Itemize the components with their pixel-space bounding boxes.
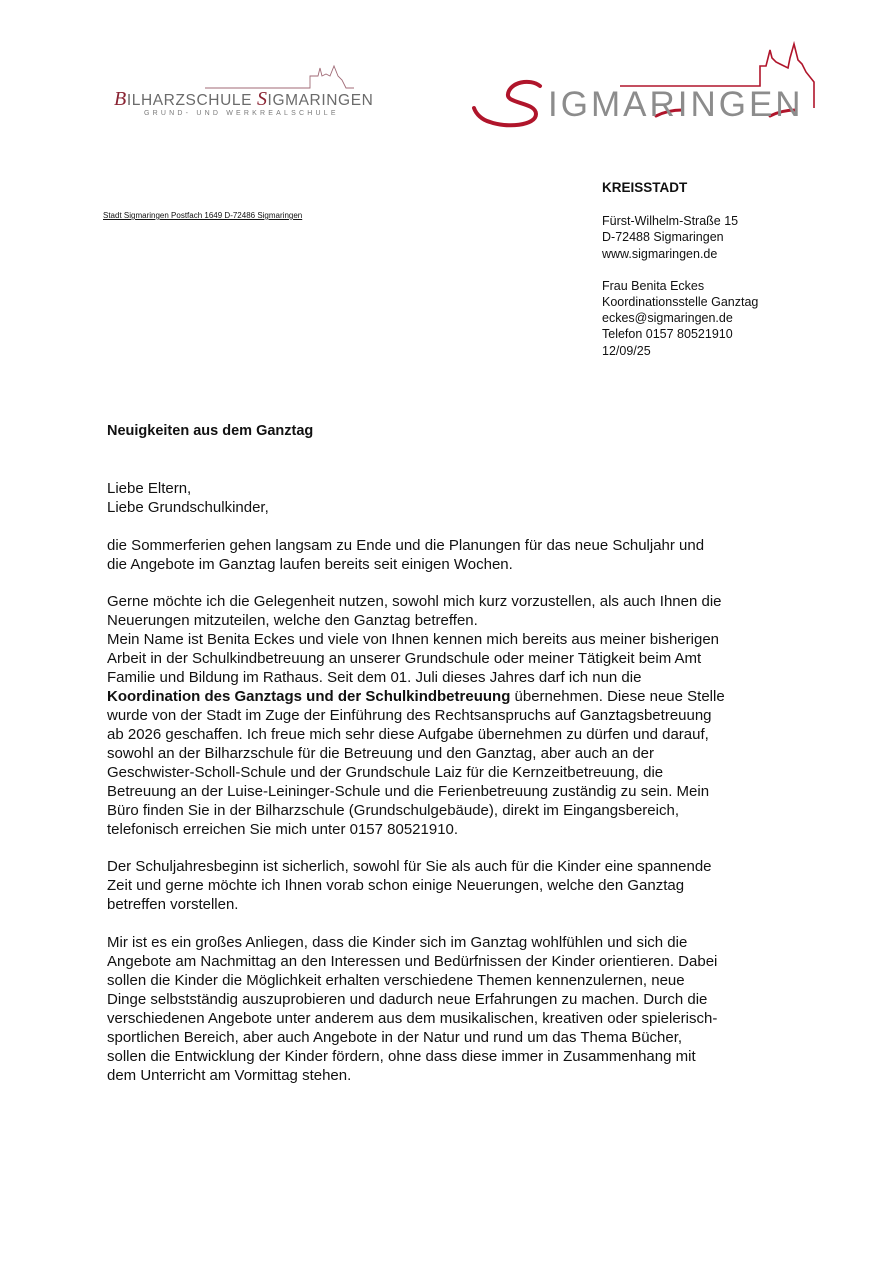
text-line: wurde von der Stadt im Zuge der Einführung des Rechtsanspruchs auf Ganztagsbetreuung xyxy=(107,707,712,724)
sender-contact-name: Frau Benita Eckes xyxy=(602,278,705,293)
sender-phone: Telefon 0157 80521910 xyxy=(602,327,733,342)
sender-title: KREISSTADT xyxy=(602,180,688,195)
text-line: sportlichen Bereich, aber auch Angebote in der Natur und rund um das Thema Bücher, xyxy=(107,1029,683,1046)
text-line: Büro finden Sie in der Bilharzschule (Grundschulgebäude), direkt im Eingangsbereich, xyxy=(107,802,679,819)
school-name: BILHARZSCHULE SIGMARINGEN xyxy=(114,88,374,110)
text-line: Angebote am Nachmittag an den Interessen und Bedürfnissen der Kinder orientieren. Dabei xyxy=(107,953,718,970)
text-line: betreffen vorstellen. xyxy=(107,896,239,913)
bold-role-title: Koordination des Ganztags und der Schulkindbetreuung xyxy=(107,688,511,705)
sender-email-link[interactable]: eckes@sigmaringen.de xyxy=(602,311,733,326)
sender-web-link[interactable]: www.sigmaringen.de xyxy=(602,246,718,261)
greeting xyxy=(107,479,269,517)
city-logo xyxy=(470,38,820,138)
text-line: sowohl an der Bilharzschule für die Betreuung und den Ganztag, aber auch an der xyxy=(107,745,655,762)
text-line: Gerne möchte ich die Gelegenheit nutzen, sowohl mich kurz vorzustellen, als auch Ihnen die xyxy=(107,593,722,610)
school-logo xyxy=(110,64,372,122)
letter-date: 12/09/25 xyxy=(602,343,651,358)
text-line: Familie und Bildung im Rathaus. Seit dem 01. Juli dieses Jahres darf ich nun die xyxy=(107,669,642,686)
text-line: Dinge selbstständig auszuprobieren und dadurch neue Erfahrungen zu machen. Durch die xyxy=(107,991,708,1008)
text-line: Mein Name ist Benita Eckes und viele von Ihnen kennen mich bereits aus meiner bisherigen xyxy=(107,631,719,648)
text-line: sollen die Entwicklung der Kinder fördern, ohne dass diese immer in Zusammenhang mit xyxy=(107,1048,696,1065)
text-line: Der Schuljahresbeginn ist sicherlich, sowohl für Sie als auch für die Kinder eine spannende xyxy=(107,858,712,875)
paragraph-offers xyxy=(107,933,797,1085)
text-line: Betreuung an der Luise-Leininger-Schule und die Ferienbetreuung zuständig zu sein. Mein xyxy=(107,783,710,800)
text-line: Zeit und gerne möchte ich Ihnen vorab schon einige Neuerungen, welche den Ganztag xyxy=(107,877,685,894)
paragraph-school-start xyxy=(107,857,797,914)
text-line: sollen die Kinder die Möglichkeit erhalten verschiedene Themen kennenzulernen, neue xyxy=(107,972,685,989)
text-line: telefonisch erreichen Sie mich unter 0157 80521910. xyxy=(107,821,459,838)
paragraph-introduction-self xyxy=(107,592,797,839)
text-line: ab 2026 geschaffen. Ich freue mich sehr diese Aufgabe übernehmen zu dürfen und darauf, xyxy=(107,726,709,743)
letter-subject: Neuigkeiten aus dem Ganztag xyxy=(107,423,314,439)
return-address: Stadt Sigmaringen Postfach 1649 D-72486 Sigmaringen xyxy=(103,211,303,220)
sender-city: D-72488 Sigmaringen xyxy=(602,230,724,245)
greeting-line: Liebe Grundschulkinder, xyxy=(107,499,269,516)
text-line: die Angebote im Ganztag laufen bereits seit einigen Wochen. xyxy=(107,556,513,573)
text-line: Neuerungen mitzuteilen, welche den Ganztag betreffen. xyxy=(107,612,478,629)
sender-department: Koordinationsstelle Ganztag xyxy=(602,295,759,310)
text-line: Geschwister-Scholl-Schule und der Grundschule Laiz für die Kernzeitbetreuung, die xyxy=(107,764,664,781)
text-line: dem Unterricht am Vormittag stehen. xyxy=(107,1067,352,1084)
sender-block xyxy=(602,180,758,359)
text-line: die Sommerferien gehen langsam zu Ende und die Planungen für das neue Schuljahr und xyxy=(107,537,705,554)
paragraph-intro xyxy=(107,536,797,574)
city-wordmark: IGMARINGEN xyxy=(548,85,804,124)
sender-street: Fürst-Wilhelm-Straße 15 xyxy=(602,214,739,229)
school-subtitle: GRUND- UND WERKREALSCHULE xyxy=(144,110,339,117)
greeting-line: Liebe Eltern, xyxy=(107,480,192,497)
text-line: verschiedenen Angebote unter anderem aus dem musikalischen, kreativen oder spielerisch- xyxy=(107,1010,718,1027)
text-line: Koordination des Ganztags und der Schulkindbetreuung übernehmen. Diese neue Stelle xyxy=(107,688,725,705)
text-line: Arbeit in der Schulkindbetreuung an unserer Grundschule oder meiner Tätigkeit beim Amt xyxy=(107,650,702,667)
text-line: Mir ist es ein großes Anliegen, dass die Kinder sich im Ganztag wohlfühlen und sich die xyxy=(107,934,688,951)
